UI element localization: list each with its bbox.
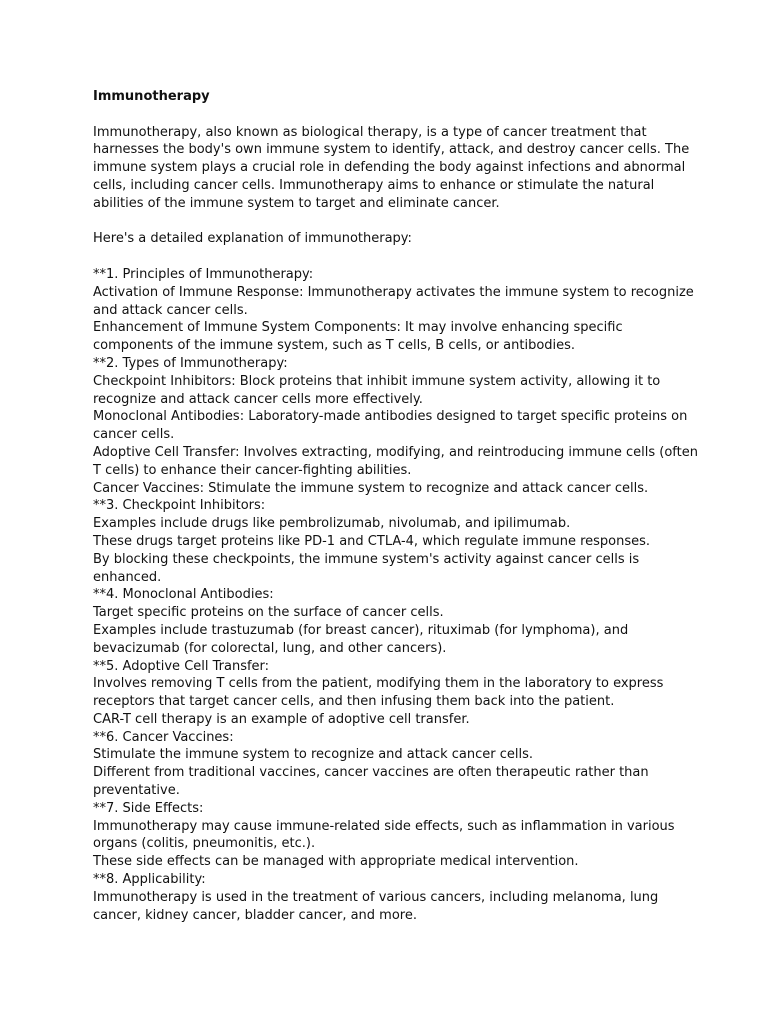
body-line: These side effects can be managed with appropriate medical intervention. [93,854,579,870]
intro-paragraph [93,124,690,213]
body-line: Immunotherapy is used in the treatment of various cancers, including melanoma, lung [93,889,659,905]
body-line: **8. Applicability: [93,872,206,888]
body-line: cancer cells. [93,427,175,443]
body-line: Enhancement of Immune System Components: It may involve enhancing specific [93,320,623,336]
body-line: Adoptive Cell Transfer: Involves extracting, modifying, and reintroducing immune cells (often [93,444,698,460]
spacer [93,106,683,124]
body-line: Stimulate the immune system to recognize and attack cancer cells. [93,747,533,763]
body-line: recognize and attack cancer cells more effectively. [93,391,423,407]
body-line: **4. Monoclonal Antibodies: [93,587,274,603]
body-line: organs (colitis, pneumonitis, etc.). [93,836,316,852]
intro-line: cells, including cancer cells. Immunotherapy aims to enhance or stimulate the natural [93,177,655,193]
body-line: components of the immune system, such as T cells, B cells, or antibodies. [93,338,576,354]
lead-in-text [93,230,683,248]
body-line: bevacizumab (for colorectal, lung, and other cancers). [93,640,447,656]
body-line: **5. Adoptive Cell Transfer: [93,658,270,674]
body-line: **7. Side Effects: [93,800,204,816]
intro-line: immune system plays a crucial role in defending the body against infections and abnormal [93,160,686,176]
body-line: Examples include trastuzumab (for breast cancer), rituximab (for lymphoma), and [93,622,629,638]
body-line: receptors that target cancer cells, and then infusing them back into the patient. [93,694,615,710]
body-line: Cancer Vaccines: Stimulate the immune system to recognize and attack cancer cells. [93,480,649,496]
body-line: T cells) to enhance their cancer-fighting abilities. [93,462,412,478]
body-line: Monoclonal Antibodies: Laboratory-made antibodies designed to target specific proteins on [93,409,688,425]
body-line: cancer, kidney cancer, bladder cancer, and more. [93,907,417,923]
body-line: **3. Checkpoint Inhibitors: [93,498,266,514]
body-line: CAR-T cell therapy is an example of adoptive cell transfer. [93,711,470,727]
body-line: **2. Types of Immunotherapy: [93,355,288,371]
intro-line: harnesses the body's own immune system to identify, attack, and destroy cancer cells. The [93,142,690,158]
body-line: Activation of Immune Response: Immunotherapy activates the immune system to recognize [93,284,694,300]
body-line: By blocking these checkpoints, the immune system's activity against cancer cells is [93,551,640,567]
body-line: and attack cancer cells. [93,302,248,318]
spacer [93,213,683,231]
body-line: Involves removing T cells from the patient, modifying them in the laboratory to express [93,676,664,692]
body-line: Immunotherapy may cause immune-related side effects, such as inflammation in various [93,818,675,834]
body-line: These drugs target proteins like PD-1 and CTLA-4, which regulate immune responses. [93,533,651,549]
spacer [93,248,683,266]
intro-line: abilities of the immune system to target and eliminate cancer. [93,195,500,211]
body-line: Checkpoint Inhibitors: Block proteins that inhibit immune system activity, allowing it to [93,373,661,389]
body-line: Target specific proteins on the surface of cancer cells. [93,605,444,621]
body-line: Examples include drugs like pembrolizumab, nivolumab, and ipilimumab. [93,516,571,532]
document-content [93,88,698,924]
body-line: **1. Principles of Immunotherapy: [93,266,314,282]
body-text [93,266,698,924]
body-line: Different from traditional vaccines, cancer vaccines are often therapeutic rather than [93,765,649,781]
document-title: Immunotherapy [93,89,210,104]
body-line: preventative. [93,783,180,799]
body-line: enhanced. [93,569,162,585]
lead-in-line: Here's a detailed explanation of immunotherapy: [93,231,412,247]
body-line: **6. Cancer Vaccines: [93,729,234,745]
intro-line: Immunotherapy, also known as biological therapy, is a type of cancer treatment that [93,124,647,140]
